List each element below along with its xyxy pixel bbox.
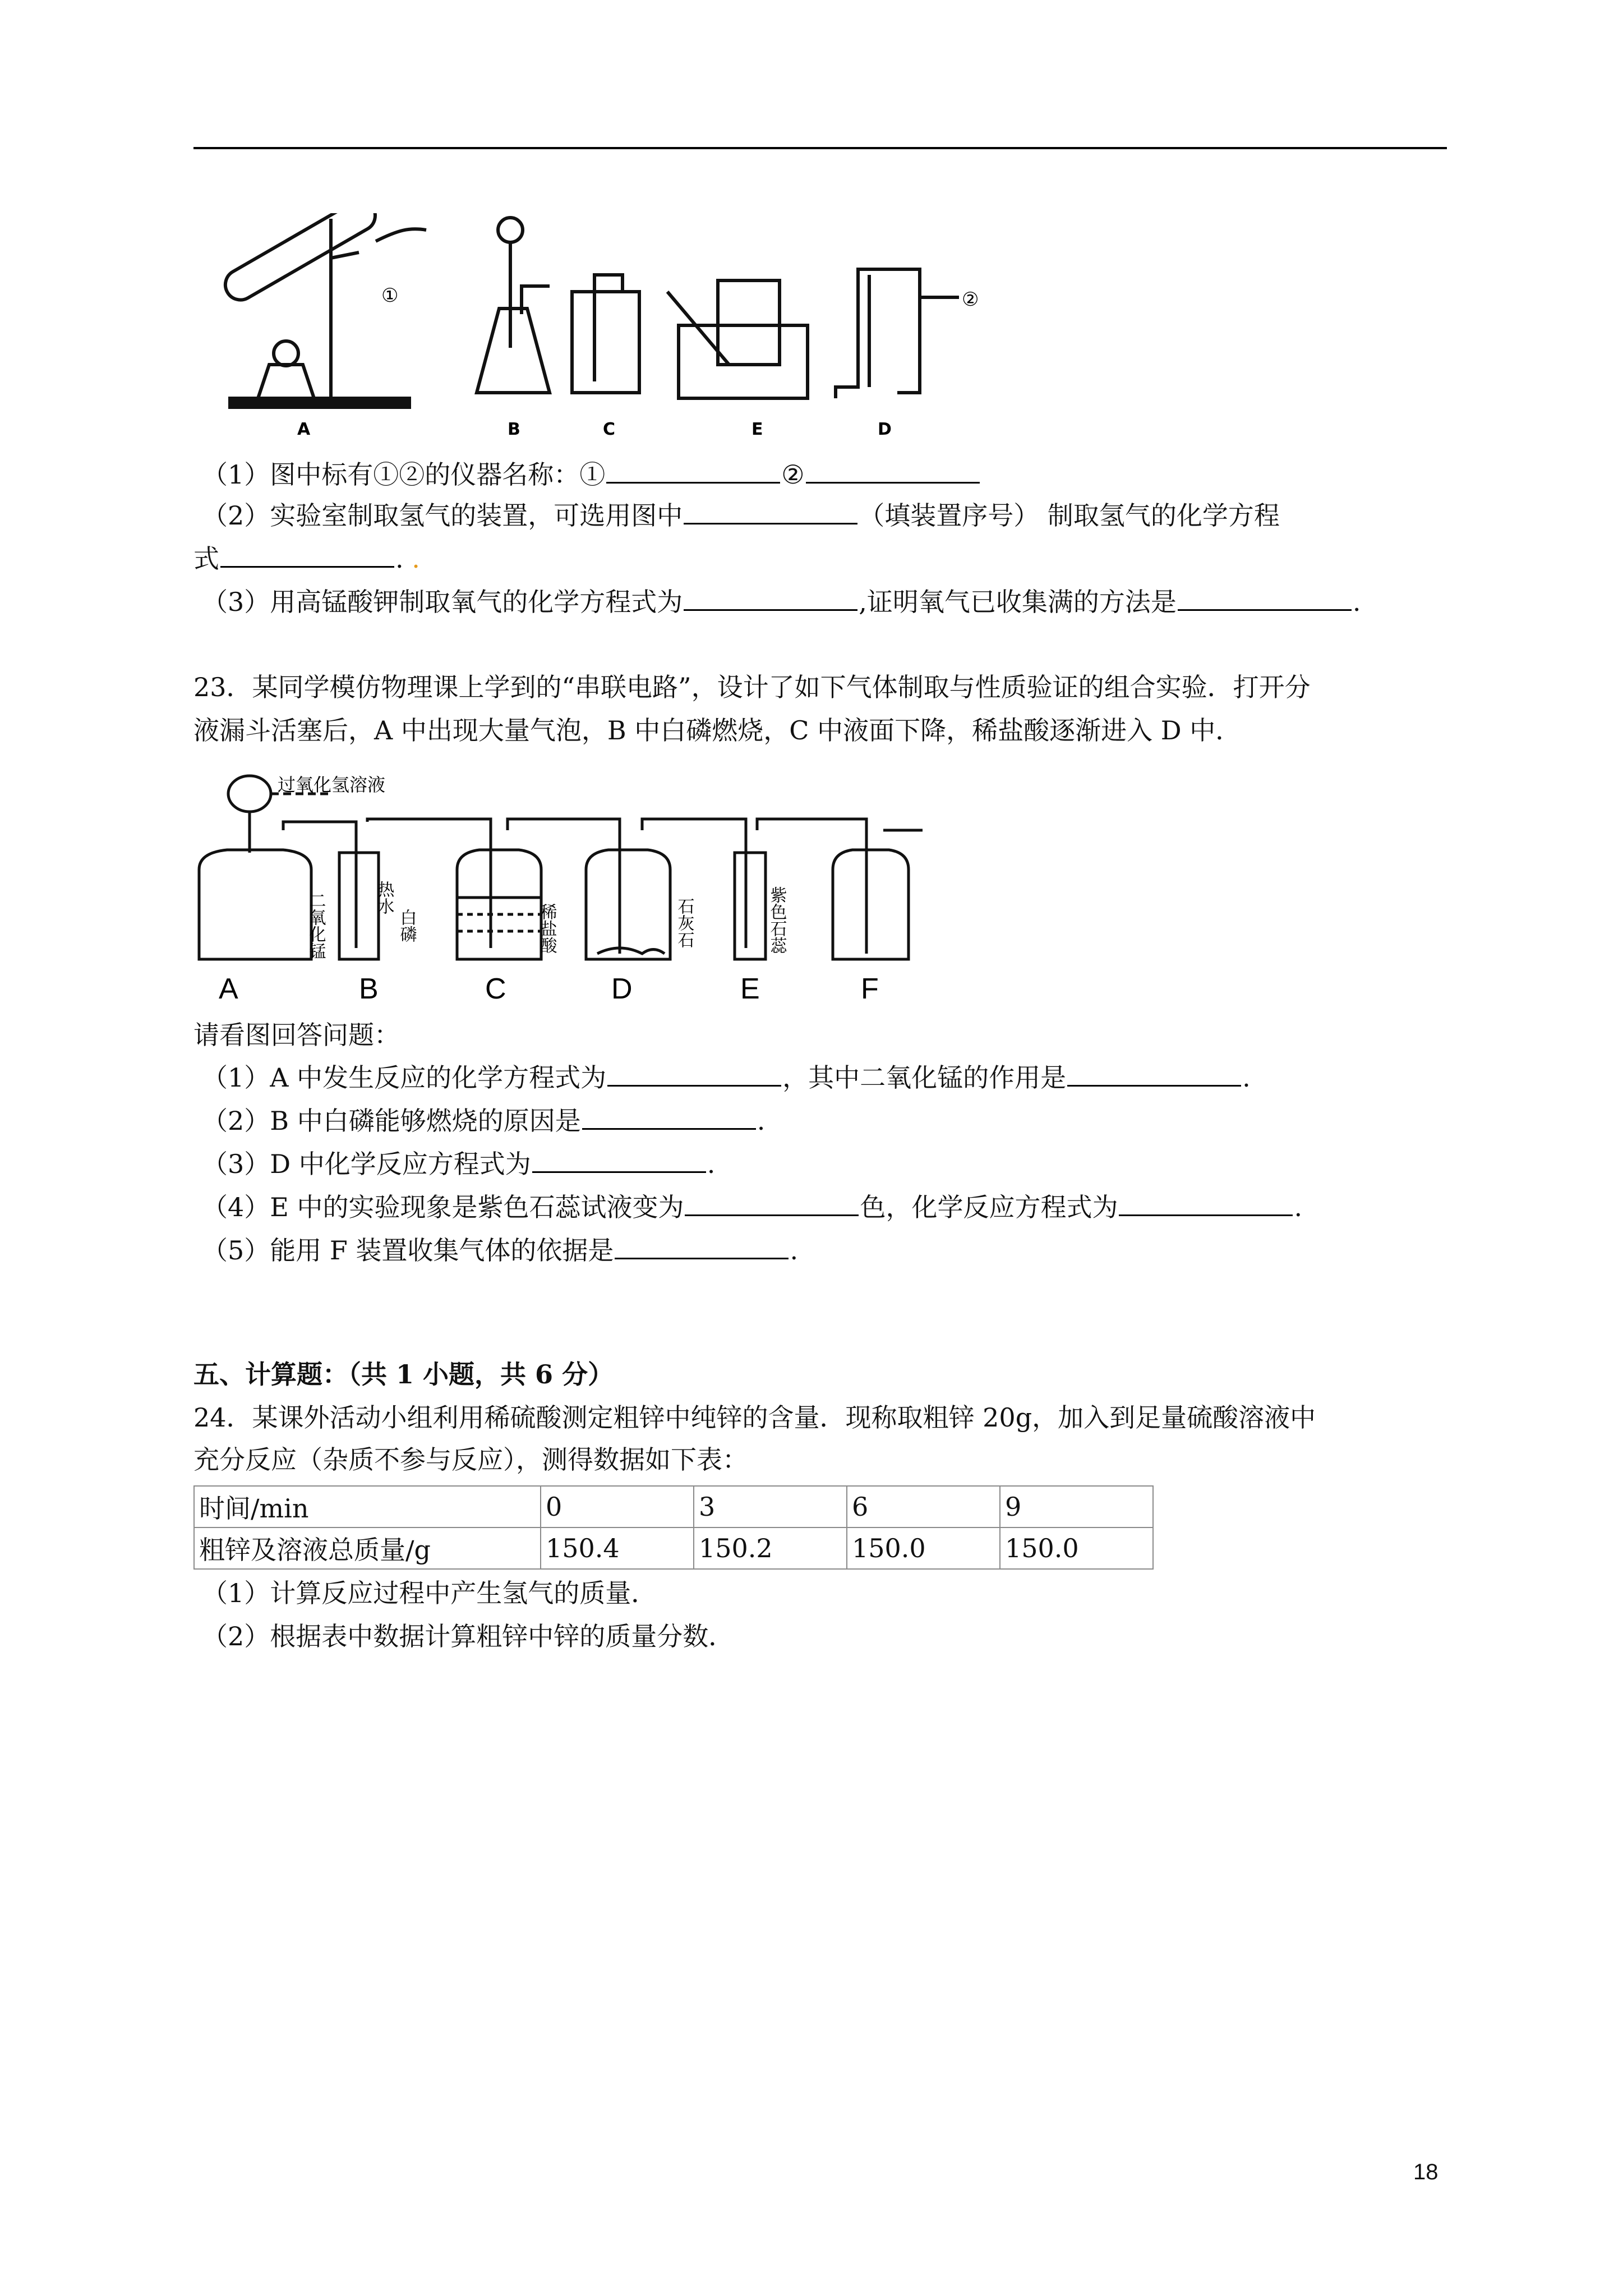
q24-stem-line2: 充分反应（杂质不参与反应），测得数据如下表： — [193, 1444, 748, 1475]
q22-part1 — [202, 457, 981, 491]
fig2-label-d: 石灰石 — [674, 898, 694, 948]
q22-p2-text: （2）实验室制取氢气的装置，可选用图中 — [202, 500, 683, 531]
table-cell: 粗锌及溶液总质量/g — [194, 1527, 541, 1569]
answer-blank[interactable] — [220, 541, 394, 568]
table-cell: 9 — [1000, 1486, 1153, 1527]
q23-part1 — [202, 1060, 1251, 1094]
q22-p2b-text: 式 — [193, 544, 219, 574]
water-trough — [679, 325, 808, 398]
table-row — [194, 1527, 1153, 1569]
apparatus-figure-1 — [191, 213, 1178, 443]
q23-p1-text: （1）A 中发生反应的化学方程式为 — [202, 1062, 607, 1093]
answer-blank[interactable] — [684, 498, 857, 524]
answer-blank[interactable] — [615, 1233, 789, 1259]
q23-part3 — [202, 1147, 715, 1181]
fig2-letter-b: B — [359, 973, 379, 1005]
q23-p1-mid: ，其中二氧化锰的作用是 — [782, 1062, 1067, 1093]
header-rule — [193, 147, 1447, 149]
bottle-f — [833, 850, 909, 959]
data-table — [193, 1485, 1154, 1570]
q22-p3-mid: ,证明氧气已收集满的方法是 — [859, 587, 1177, 617]
fig2-label-b1: 热水 — [374, 881, 394, 914]
q23-stem-line2: 液漏斗活塞后，A 中出现大量气泡，B 中白磷燃烧，C 中液面下降，稀盐酸逐渐进入 D 中． — [193, 715, 1242, 746]
q23-p5-end: . — [790, 1235, 799, 1266]
table-cell: 6 — [847, 1486, 1000, 1527]
q23-part4 — [202, 1190, 1302, 1224]
fig2-label-a: 二氧化锰 — [306, 892, 326, 959]
fig2-label-b2: 白磷 — [396, 909, 417, 942]
q23-p4-text: （4）E 中的实验现象是紫色石蕊试液变为 — [202, 1192, 684, 1222]
q22-p2b-end: . — [395, 544, 404, 574]
table-cell: 0 — [541, 1486, 694, 1527]
alcohol-burner — [258, 365, 314, 398]
inverted-bottle — [718, 280, 780, 365]
answer-blank[interactable] — [685, 1190, 859, 1216]
q24-part1: （1）计算反应过程中产生氢气的质量． — [202, 1578, 657, 1608]
marker-2: ② — [962, 288, 979, 311]
q23-p4-mid: 色，化学反应方程式为 — [860, 1192, 1118, 1222]
answer-blank[interactable] — [806, 457, 980, 484]
test-tube — [220, 213, 381, 305]
q23-part2 — [202, 1103, 765, 1138]
fig1-label-e: E — [751, 420, 763, 439]
bottle-a — [199, 850, 311, 959]
tube-e — [735, 853, 766, 959]
q23-p3-end: . — [707, 1149, 716, 1179]
fig2-label-e: 紫色石蕊 — [767, 886, 787, 954]
tube-b — [339, 853, 379, 959]
table-row — [194, 1486, 1153, 1527]
answer-blank[interactable] — [1067, 1060, 1241, 1087]
answer-blank[interactable] — [1178, 585, 1352, 611]
q22-part3 — [202, 585, 1361, 619]
fig2-letter-c: C — [485, 973, 506, 1005]
q24-stem-line1: 24．某课外活动小组利用稀硫酸测定粗锌中纯锌的含量．现称取粗锌 20g，加入到足量硫酸溶液中 — [193, 1402, 1316, 1433]
table-cell: 150.0 — [1000, 1527, 1153, 1569]
answer-blank[interactable] — [582, 1103, 756, 1130]
q22-p3-end: . — [1352, 587, 1361, 617]
fig2-letter-e: E — [740, 973, 760, 1005]
apparatus-figure-2 — [193, 769, 934, 1010]
bottle-c — [457, 850, 541, 959]
q22-p2-mid: （填装置序号） 制取氢气的化学方程 — [859, 500, 1280, 531]
q23-p1-end: . — [1242, 1062, 1251, 1093]
q22-part2-cont — [193, 541, 420, 576]
q24-part2: （2）根据表中数据计算粗锌中锌的质量分数． — [202, 1621, 735, 1651]
fig1-label-d: D — [878, 420, 892, 439]
fig2-top-label: 过氧化氢溶液 — [278, 774, 386, 795]
q23-p3-text: （3）D 中化学反应方程式为 — [202, 1149, 531, 1179]
q23-p5-text: （5）能用 F 装置收集气体的依据是 — [202, 1235, 614, 1266]
fig2-letter-a: A — [219, 973, 238, 1005]
q22-p1-text: （1）图中标有①②的仪器名称：① — [202, 459, 606, 490]
answer-blank[interactable] — [606, 457, 780, 484]
fig1-label-a: A — [297, 420, 311, 439]
conical-flask — [477, 309, 550, 393]
answer-blank[interactable] — [684, 585, 857, 611]
q23-p2-end: . — [757, 1106, 766, 1136]
q22-p3-text: （3）用高锰酸钾制取氧气的化学方程式为 — [202, 587, 683, 617]
table-cell: 150.2 — [694, 1527, 847, 1569]
table-cell: 时间/min — [194, 1486, 541, 1527]
table-cell: 3 — [694, 1486, 847, 1527]
apparatus-figure-2-drawing — [193, 769, 934, 1010]
apparatus-figure-1-drawing — [191, 213, 1178, 443]
q23-p2-text: （2）B 中白磷能够燃烧的原因是 — [202, 1106, 581, 1136]
fig1-label-b: B — [508, 420, 520, 439]
fig2-label-c: 稀盐酸 — [537, 903, 557, 954]
page-number: 18 — [1413, 2160, 1438, 2184]
q23-prompt: 请看图回答问题： — [193, 1020, 400, 1050]
section-5-heading: 五、计算题：（共 1 小题，共 6 分） — [193, 1359, 614, 1389]
answer-blank[interactable] — [1119, 1190, 1293, 1216]
table-cell: 150.4 — [541, 1527, 694, 1569]
q23-part5 — [202, 1233, 798, 1267]
answer-blank[interactable] — [532, 1147, 706, 1173]
q23-stem-line1: 23．某同学模仿物理课上学到的“串联电路”，设计了如下气体制取与性质验证的组合实验．打开分 — [193, 672, 1311, 702]
table-cell: 150.0 — [847, 1527, 1000, 1569]
q22-part2 — [202, 498, 1280, 532]
answer-blank[interactable] — [607, 1060, 781, 1087]
fig2-letter-d: D — [611, 973, 633, 1005]
orange-dot: . — [412, 544, 420, 574]
fig2-letter-f: F — [861, 973, 879, 1005]
marker-1: ① — [381, 284, 399, 307]
q22-p1-mid: ② — [781, 459, 805, 490]
fig1-label-c: C — [603, 420, 616, 439]
gas-bottle-c — [572, 292, 639, 393]
q23-p4-end: . — [1294, 1192, 1303, 1222]
bottle-d — [586, 850, 670, 959]
